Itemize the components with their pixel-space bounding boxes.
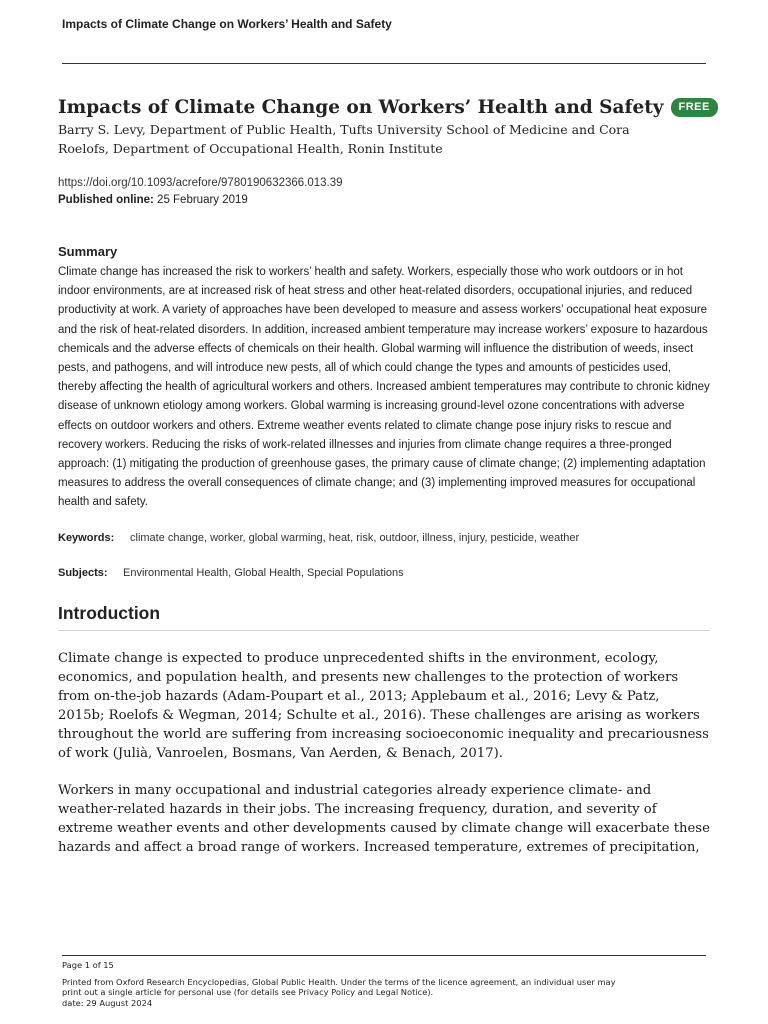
running-head: Impacts of Climate Change on Workers’ Health and Safety [62,17,392,31]
footer-line-3: date: 29 August 2024 [62,997,153,1008]
page-number: Page 1 of 15 [62,960,114,970]
doi-link[interactable]: https://doi.org/10.1093/acrefore/9780190632366.013.39 [58,177,343,189]
footer-line-2: print out a single article for personal use (for details see Privacy Policy and Legal Notice). [62,987,434,997]
summary-heading: Summary [58,244,118,259]
intro-paragraph-2: Workers in many occupational and industrial categories already experience climate- and weather-related hazards in their jobs. The increasing frequency, duration, and severity of extreme weather events and other developments caused by climate change will exacerbate these hazards and affect a broad range of workers. Increased temperature, extremes of precipitation, [58,783,710,856]
header-divider [62,63,706,64]
article-content [58,97,710,858]
authors [58,120,710,158]
footer-divider [62,955,706,956]
summary-text: Climate change has increased the risk to workers’ health and safety. Workers, especially those who work outdoors or in hot indoor environments, are at increased risk of heat stress and other heat-related disorders, occupational injuries, and reduced productivity at work. A variety of approaches have been developed to measure and assess workers’ occupational heat exposure and the risk of heat-related disorders. In addition, increased ambient temperature may increase workers’ exposure to hazardous chemicals and the adverse effects of chemicals on their health. Global warming will influence the distribution of weeds, insect pests, and pathogens, and will introduce new pests, all of which could change the types and amounts of pesticides used, thereby affecting the health of agricultural workers and others. Increased ambient temperatures may contribute to chronic kidney disease of unknown etiology among workers. Global warming is increasing ground-level ozone concentrations with adverse effects on outdoor workers and others. Extreme weather events related to climate change pose injury risks to rescue and recovery workers. Reducing the risks of work-related illnesses and injuries from climate change requires a three-pronged approach: (1) mitigating the production of greenhouse gases, the primary cause of climate change; (2) implementing adaptation measures to address the overall consequences of climate change; and (3) implementing improved measures for occupational health and safety. [58,266,710,509]
title-row [58,97,710,118]
keywords-row [58,532,710,544]
intro-paragraph-1: Climate change is expected to produce unprecedented shifts in the environment, ecology, economics, and population health, and presents new challenges to the protection of workers from on-the-job hazards (Adam-Poupart et al., 2013; Applebaum et al., 2016; Levy & Patz, 2015b; Roelofs & Wegman, 2014; Schulte et al., 2016). These challenges are arising as workers throughout the world are suffering from increasing socioeconomic inequality and precariousness of work (Julià, Vanroelen, Bosmans, Van Aerden, & Benach, 2017). [58,650,709,762]
page-footer [62,960,712,1008]
article-title: Impacts of Climate Change on Workers’ Health and Safety [58,97,664,118]
published-value: 25 February 2019 [157,194,248,206]
keywords-value[interactable]: climate change, worker, global warming, heat, risk, outdoor, illness, injury, pesticide, weather [130,531,580,544]
published-label: Published online: [58,194,154,206]
keywords-label: Keywords: [58,531,115,544]
free-badge: FREE [671,98,718,117]
authors-line-2: Roelofs, Department of Occupational Health, Ronin Institute [58,141,443,156]
footer-line-1: Printed from Oxford Research Encyclopedias, Global Public Health. Under the terms of the licence agreement, an individual user may [62,976,616,987]
subjects-row [58,567,710,579]
authors-line-1: Barry S. Levy, Department of Public Health, Tufts University School of Medicine and Cora [58,122,630,137]
published-date [58,194,710,206]
introduction-heading: Introduction [58,602,161,623]
introduction-divider [58,630,710,631]
subjects-value[interactable]: Environmental Health, Global Health, Special Populations [123,566,404,579]
subjects-label: Subjects: [58,566,108,579]
